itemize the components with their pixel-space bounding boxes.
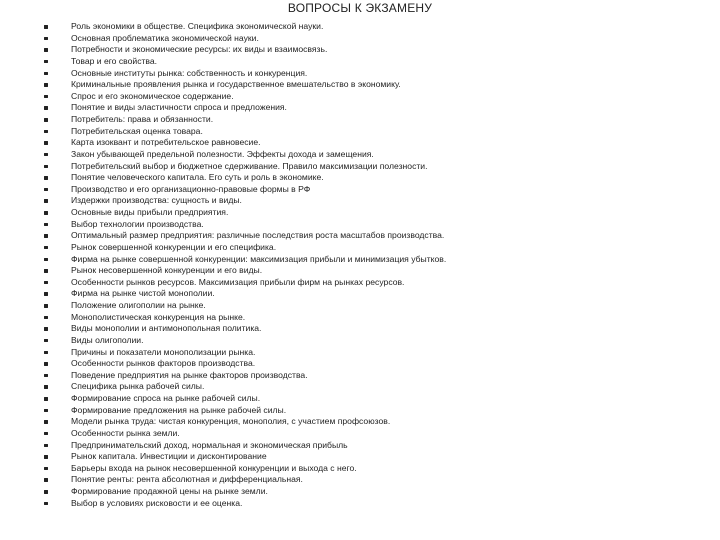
question-text: Потребительская оценка товара. — [71, 125, 203, 136]
bullet-icon — [44, 362, 48, 366]
question-text: Барьеры входа на рынок несовершенной конкуренции и выхода с него. — [71, 462, 357, 473]
bullet-icon — [44, 223, 48, 227]
bullet-icon — [44, 130, 48, 134]
question-text: Роль экономики в обществе. Специфика экономической науки. — [71, 21, 324, 31]
question-item — [0, 33, 720, 45]
bullet-icon — [44, 199, 48, 203]
question-text: Формирование продажной цены на рынке земли. — [71, 486, 268, 496]
bullet-icon — [44, 25, 48, 29]
question-text: Основные институты рынка: собственность и конкуренция. — [71, 67, 308, 78]
question-item — [0, 486, 720, 498]
bullet-icon — [44, 502, 48, 506]
question-text: Понятие и виды эластичности спроса и предложения. — [71, 102, 287, 113]
question-text: Рынок несовершенной конкуренции и его виды. — [71, 265, 263, 276]
bullet-icon — [44, 211, 48, 215]
question-item — [0, 405, 720, 417]
question-item — [0, 242, 720, 254]
question-text: Карта изоквант и потребительское равновесие. — [71, 137, 261, 148]
question-item — [0, 172, 720, 184]
bullet-icon — [44, 397, 48, 401]
question-text: Потребительский выбор и бюджетное сдерживание. Правило максимизации полезности. — [71, 160, 428, 171]
question-text: Рынок совершенной конкуренции и его специфика. — [71, 241, 277, 252]
question-item — [0, 91, 720, 103]
question-text: Модели рынка труда: чистая конкуренция, монополия, с участием профсоюзов. — [71, 416, 391, 427]
question-text: Поведение предприятия на рынке факторов производства. — [71, 369, 308, 380]
question-item — [0, 44, 720, 56]
question-item — [0, 451, 720, 463]
question-item — [0, 137, 720, 149]
question-item — [0, 474, 720, 486]
question-text: Особенности рынка земли. — [71, 427, 180, 438]
bullet-icon — [44, 246, 48, 250]
question-text: Производство и его организационно-правовые формы в РФ — [71, 183, 311, 194]
question-text: Основная проблематика экономической науки. — [71, 32, 259, 43]
question-text: Специфика рынка рабочей силы. — [71, 381, 205, 392]
question-item — [0, 56, 720, 68]
question-item — [0, 288, 720, 300]
question-text: Положение олигополии на рынке. — [71, 300, 206, 310]
question-text: Особенности рынков ресурсов. Максимизация прибыли фирм на рынках ресурсов. — [71, 276, 405, 287]
bullet-icon — [44, 106, 48, 110]
bullet-icon — [44, 420, 48, 424]
bullet-icon — [44, 455, 48, 459]
question-item — [0, 161, 720, 173]
bullet-icon — [44, 292, 48, 296]
bullet-icon — [44, 48, 48, 52]
bullet-icon — [44, 234, 48, 238]
question-text: Основные виды прибыли предприятия. — [71, 207, 229, 217]
question-item — [0, 463, 720, 475]
question-item — [0, 149, 720, 161]
question-text: Фирма на рынке совершенной конкуренции: максимизация прибыли и минимизация убытков. — [71, 253, 447, 264]
page-title: ВОПРОСЫ К ЭКЗАМЕНУ — [287, 1, 433, 15]
bullet-icon — [44, 327, 48, 331]
question-item — [0, 498, 720, 510]
bullet-icon — [44, 304, 48, 308]
question-text: Выбор в условиях рисковости и ее оценка. — [71, 497, 243, 508]
question-item — [0, 300, 720, 312]
bullet-icon — [44, 60, 48, 64]
question-text: Особенности рынков факторов производства. — [71, 358, 256, 369]
bullet-icon — [44, 37, 48, 41]
question-item — [0, 358, 720, 370]
bullet-icon — [44, 269, 48, 273]
question-item — [0, 440, 720, 452]
question-item — [0, 219, 720, 231]
bullet-icon — [44, 374, 48, 378]
question-item — [0, 323, 720, 335]
bullet-icon — [44, 72, 48, 76]
bullet-icon — [44, 490, 48, 494]
question-item — [0, 126, 720, 138]
bullet-icon — [44, 176, 48, 180]
question-text: Выбор технологии производства. — [71, 218, 204, 229]
bullet-icon — [44, 153, 48, 157]
question-text: Монополистическая конкуренция на рынке. — [71, 311, 246, 322]
question-text: Причины и показатели монополизации рынка. — [71, 346, 256, 357]
question-text: Виды олигополии. — [71, 334, 144, 345]
question-text: Потребитель: права и обязанности. — [71, 114, 214, 124]
question-text: Понятие ренты: рента абсолютная и дифференциальная. — [71, 474, 303, 485]
bullet-icon — [44, 444, 48, 448]
question-text: Потребности и экономические ресурсы: их виды и взаимосвязь. — [71, 44, 328, 55]
question-text: Рынок капитала. Инвестиции и дисконтирование — [71, 451, 267, 462]
bullet-icon — [44, 141, 48, 145]
question-item — [0, 370, 720, 382]
bullet-icon — [44, 478, 48, 482]
bullet-icon — [44, 351, 48, 355]
question-item — [0, 312, 720, 324]
question-text: Издержки производства: сущность и виды. — [71, 195, 242, 206]
question-text: Фирма на рынке чистой монополии. — [71, 288, 215, 299]
question-text: Спрос и его экономическое содержание. — [71, 90, 234, 101]
question-item — [0, 428, 720, 440]
question-item — [0, 195, 720, 207]
question-text: Оптимальный размер предприятия: различные последствия роста масштабов производства. — [71, 230, 445, 241]
question-item — [0, 68, 720, 80]
question-text: Формирование предложения на рынке рабочей силы. — [71, 404, 287, 415]
bullet-icon — [44, 281, 48, 285]
question-item — [0, 102, 720, 114]
bullet-icon — [44, 118, 48, 122]
question-text: Виды монополии и антимонопольная политика. — [71, 323, 262, 334]
question-item — [0, 277, 720, 289]
bullet-icon — [44, 258, 48, 262]
question-item — [0, 230, 720, 242]
question-text: Понятие человеческого капитала. Его суть и роль в экономике. — [71, 172, 324, 183]
bullet-icon — [44, 95, 48, 99]
question-item — [0, 254, 720, 266]
bullet-icon — [44, 188, 48, 192]
question-text: Предпринимательский доход, нормальная и экономическая прибыль — [71, 439, 348, 450]
question-list — [0, 21, 720, 509]
bullet-icon — [44, 316, 48, 320]
question-item — [0, 335, 720, 347]
bullet-icon — [44, 165, 48, 169]
question-text: Формирование спроса на рынке рабочей силы. — [71, 393, 261, 403]
question-item — [0, 393, 720, 405]
bullet-icon — [44, 339, 48, 343]
question-item — [0, 265, 720, 277]
question-item — [0, 381, 720, 393]
question-item — [0, 21, 720, 33]
question-item — [0, 347, 720, 359]
question-item — [0, 207, 720, 219]
bullet-icon — [44, 385, 48, 389]
question-text: Товар и его свойства. — [71, 55, 158, 66]
question-item — [0, 416, 720, 428]
bullet-icon — [44, 409, 48, 413]
question-item — [0, 79, 720, 91]
bullet-icon — [44, 467, 48, 471]
bullet-icon — [44, 83, 48, 87]
question-text: Криминальные проявления рынка и государственное вмешательство в экономику. — [71, 79, 401, 90]
question-item — [0, 184, 720, 196]
question-text: Закон убывающей предельной полезности. Эффекты дохода и замещения. — [71, 148, 374, 159]
bullet-icon — [44, 432, 48, 436]
question-item — [0, 114, 720, 126]
